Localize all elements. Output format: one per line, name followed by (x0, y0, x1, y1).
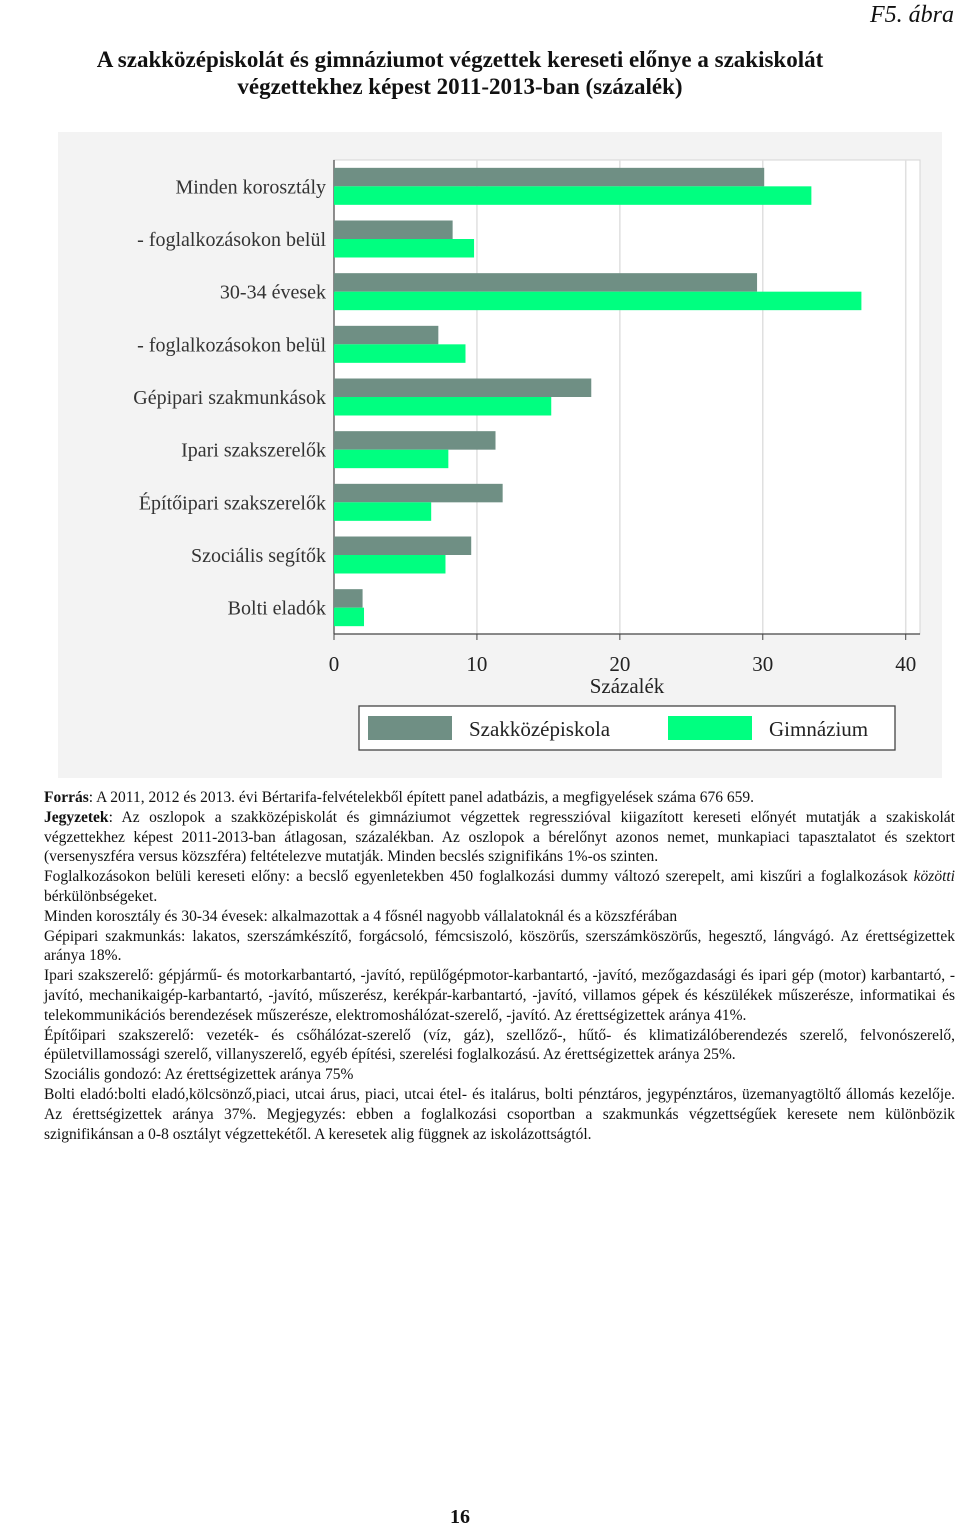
category-label-7: Szociális segítők (191, 545, 326, 567)
bar-szakkozepiskola-3 (334, 326, 438, 345)
category-label-6: Építőipari szakszerelők (138, 492, 326, 515)
shop-assistant-note: Bolti eladó:bolti eladó,kölcsönző,piaci, utcai árus, piaci, utcai étel- és italárus, bolti pénztáros, jegypénztáros, üzemanyagtöltő állomás kezelője. Az érettségizettek aránya 37%. Megjegyzés: ebben a foglalkozási csoportban a szakmunkás végzettségűek keresete nem különbözik szignifikánsan a 0-8 osztályt végzettekétől. A keresetek alig függnek az iskolázottságtól. (44, 1085, 955, 1143)
x-tick-label-20: 20 (609, 652, 631, 676)
chart-title-line-2: végzettekhez képest 2011-2013-ban (százalék) (237, 74, 683, 99)
x-axis-label: Százalék (589, 674, 665, 698)
bar-gimnazium-0 (334, 186, 811, 205)
age-group-note: Minden korosztály és 30-34 évesek: alkalmazottak a 4 fősnél nagyobb vállalatoknál és a közszférában (44, 907, 678, 925)
legend-swatch-szakkozepiskola (368, 716, 452, 740)
industrial-fitter-note: Ipari szakszerelő: gépjármű- és motorkarbantartó, -javító, repülőgépmotor-karbantartó, -javító, mezőgazdasági és ipari gép (motor) karbantartó, -javító, mechanikaigép-karbantartó, -javító, műszerész, kerékpár-karbantartó, -javító, villamos gépek és készülékek műszerésze, informatikai és telekommunikációs berendezések műszerésze, elektromoshálózat-szerelő, -javító. Az érettségizettek aránya 41%. (44, 967, 955, 1024)
bar-szakkozepiskola-4 (334, 379, 591, 398)
legend-label-szakkozepiskola: Szakközépiskola (469, 717, 611, 741)
bar-gimnazium-4 (334, 397, 551, 416)
remarks-note (44, 808, 955, 867)
within-occupation-text-2: bérkülönbségeket. (44, 887, 158, 905)
within-occupation-emphasis: közötti (913, 868, 955, 886)
bar-szakkozepiskola-2 (334, 273, 757, 292)
category-label-2: 30-34 évesek (219, 281, 326, 304)
bar-gimnazium-6 (334, 502, 431, 521)
within-occupation-note (44, 867, 955, 907)
category-label-1: - foglalkozásokon belül (137, 229, 326, 251)
remarks-label: Jegyzetek (44, 808, 109, 826)
legend-label-gimnazium: Gimnázium (769, 717, 869, 741)
category-label-0: Minden korosztály (175, 176, 326, 199)
category-label-4: Gépipari szakmunkások (133, 387, 326, 409)
social-worker-note: Szociális gondozó: Az érettségizettek aránya 75% (44, 1066, 354, 1084)
chart-title (0, 46, 920, 100)
x-tick-label-30: 30 (752, 652, 774, 676)
legend-swatch-gimnazium (668, 716, 752, 740)
source-text: : A 2011, 2012 és 2013. évi Bértarifa-felvételekből épített panel adatbázis, a megfigyelések száma 676 659. (88, 789, 755, 806)
figure-label: F5. ábra (870, 2, 954, 28)
bar-gimnazium-1 (334, 239, 474, 258)
source-label: Forrás (44, 789, 89, 806)
x-tick-label-10: 10 (466, 652, 488, 676)
x-tick-label-0: 0 (328, 652, 340, 676)
source-note (44, 788, 955, 808)
bar-szakkozepiskola-0 (334, 168, 764, 187)
page-number: 16 (450, 1506, 470, 1528)
remarks-text: : Az oszlopok a szakközépiskolát és gimnáziumot végzettek regresszióval kiigazított kereseti előnyét mutatják a szakiskolát végzettekhez képest 2011-2013-ban átlagosan, százalékban. Az oszlopok a bérelőnyt azonos nemet, munkapiaci tapasztalatot és szektort (versenyszféra versus közszféra) feltételezve mutatják. Minden becslés szignifikáns 1%-os szinten. (44, 808, 955, 866)
bar-gimnazium-2 (334, 292, 861, 311)
x-tick-label-40: 40 (895, 652, 917, 676)
bar-chart (58, 132, 942, 778)
bar-gimnazium-5 (334, 450, 448, 469)
machine-industry-note: Gépipari szakmunkás: lakatos, szerszámkészítő, forgácsoló, fémcsiszoló, köszörűs, szerszámköszörűs, hegesztő, lángvágó. Az érettségizettek aránya 18%. (44, 927, 955, 965)
category-label-8: Bolti eladók (227, 597, 326, 620)
bar-gimnazium-8 (334, 608, 364, 627)
notes (44, 788, 955, 1144)
bar-szakkozepiskola-6 (334, 484, 503, 503)
bar-gimnazium-7 (334, 555, 445, 574)
bar-gimnazium-3 (334, 344, 465, 363)
within-occupation-text-1: Foglalkozásokon belüli kereseti előny: a becslő egyenletekben 450 foglalkozási dummy változó szerepelt, ami kiszűri a foglalkozások (44, 868, 914, 886)
bar-szakkozepiskola-1 (334, 221, 453, 240)
chart-title-line-1: A szakközépiskolát és gimnáziumot végzettek kereseti előnye a szakiskolát (96, 47, 824, 72)
bar-szakkozepiskola-8 (334, 589, 363, 608)
construction-fitter-note: Építőipari szakszerelő: vezeték- és csőhálózat-szerelő (víz, gáz), szellőző-, hűtő- és klimatizálóberendezés szerelő, felvonószerelő, épületvillamossági szerelő, villanyszerelő, egyéb építési, szerelési foglalkozású. Az érettségizettek aránya 25%. (44, 1026, 955, 1064)
category-label-5: Ipari szakszerelők (181, 439, 326, 462)
bar-szakkozepiskola-7 (334, 537, 471, 556)
category-label-3: - foglalkozásokon belül (137, 334, 326, 357)
bar-szakkozepiskola-5 (334, 431, 496, 450)
